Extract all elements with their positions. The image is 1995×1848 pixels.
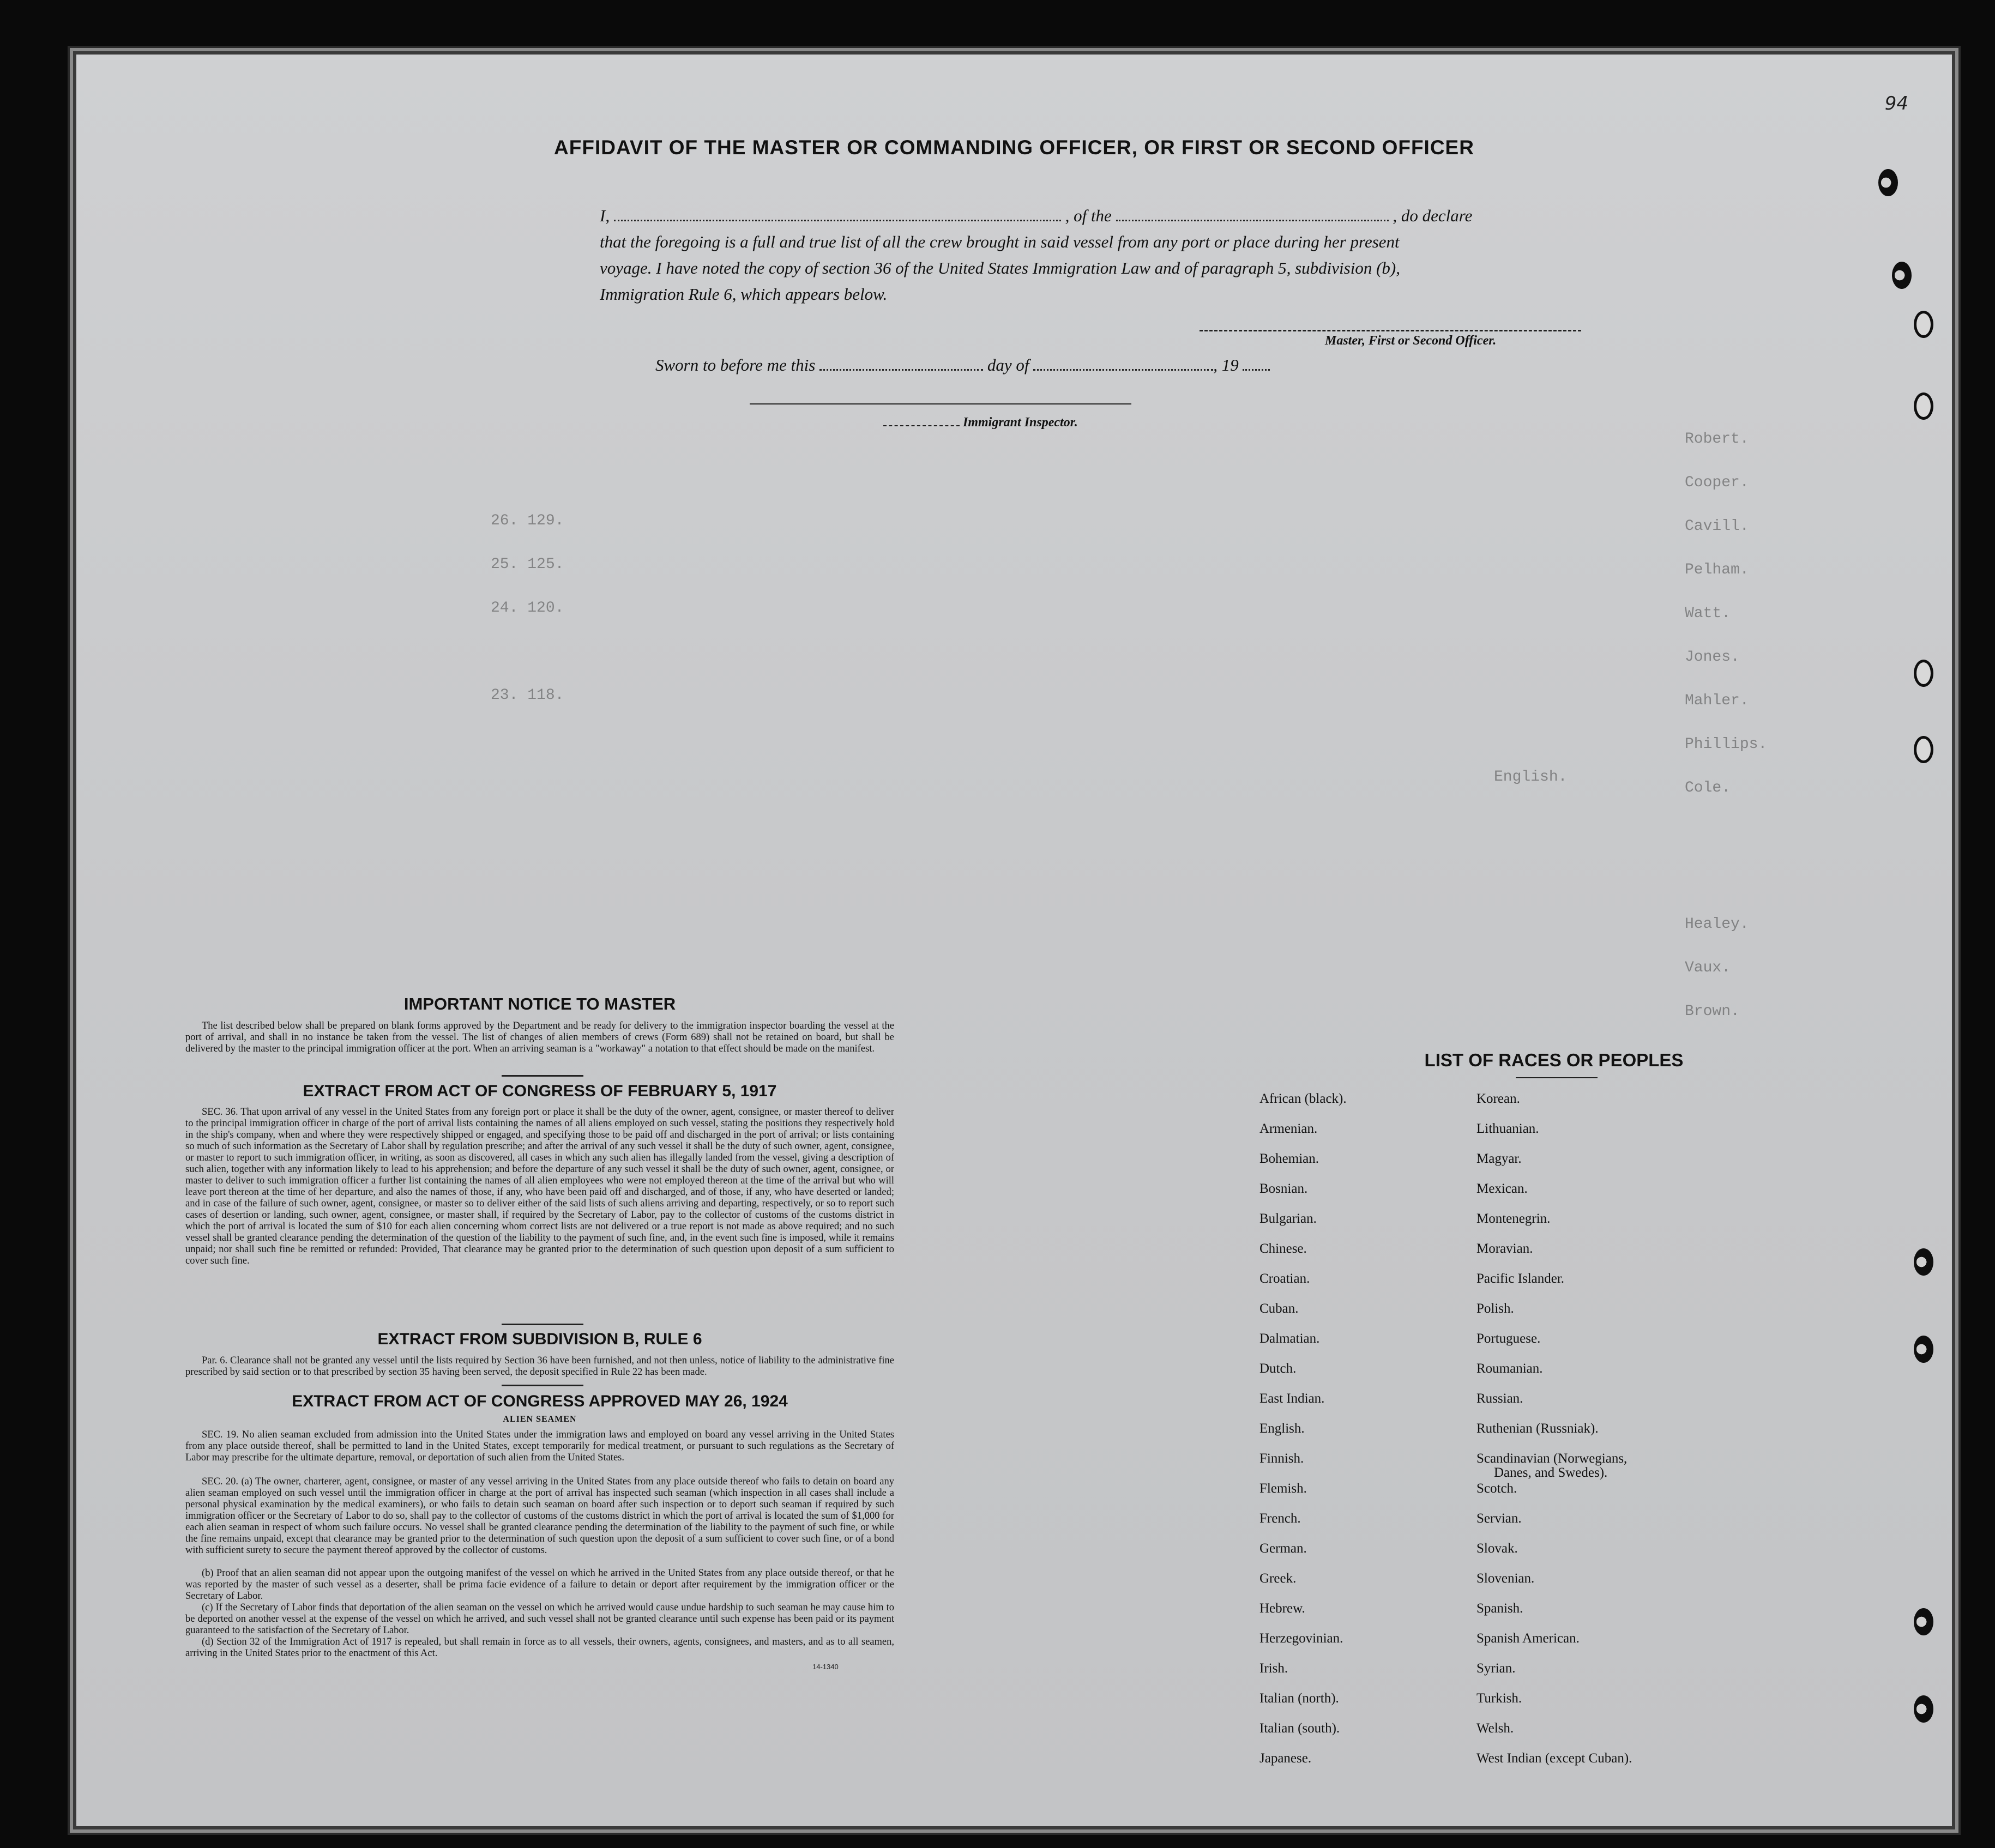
binder-hole xyxy=(1914,311,1933,338)
race-list-item: West Indian (except Cuban). xyxy=(1476,1751,1632,1766)
bleed-through-text: 26. 129. xyxy=(491,512,564,529)
bleed-through-text: 24. 120. xyxy=(491,600,564,617)
alien-seamen-subtitle: ALIEN SEAMEN xyxy=(503,1415,577,1424)
declaration-line-4: Immigration Rule 6, which appears below. xyxy=(600,285,888,304)
race-list-item: Danes, and Swedes). xyxy=(1494,1465,1608,1480)
race-list-item: Japanese. xyxy=(1259,1751,1312,1766)
inspector-signature-label xyxy=(883,415,1078,430)
binder-hole xyxy=(1878,169,1898,196)
binder-hole xyxy=(1914,1248,1933,1276)
race-list-item: Russian. xyxy=(1476,1391,1523,1406)
sec-20c-text: (c) If the Secretary of Labor finds that deportation of the alien seaman on the vessel on which he arrived would cause undue hardship to such seaman he may cause him to be deported on another vessel at the expense of the vessel on which he arrived, and such vessel shall not be granted clearance until such expense has been paid or its payment guaranteed to the satisfaction of the Secretary of Labor. xyxy=(185,1602,894,1636)
race-list-item: Irish. xyxy=(1259,1661,1288,1676)
bleed-through-text: Cavill. xyxy=(1685,518,1749,535)
sworn-day-label: day of xyxy=(987,355,1029,375)
race-list-item: Slovak. xyxy=(1476,1541,1518,1556)
binder-hole xyxy=(1914,1695,1933,1723)
declaration-line-2: that the foregoing is a full and true list of all the crew brought in said vessel from any port or place during her present xyxy=(600,232,1400,251)
bleed-through-text: Phillips. xyxy=(1685,736,1768,753)
subdivision-title: EXTRACT FROM SUBDIVISION B, RULE 6 xyxy=(377,1330,702,1348)
inspector-label-text: Immigrant Inspector. xyxy=(963,415,1078,430)
sworn-month-field[interactable] xyxy=(1033,369,1213,371)
sworn-label: Sworn to before me this xyxy=(655,355,816,375)
bleed-through-text: Cooper. xyxy=(1685,474,1749,491)
race-list-item: Chinese. xyxy=(1259,1241,1307,1256)
race-list-item: African (black). xyxy=(1259,1091,1347,1106)
binder-hole xyxy=(1914,1608,1933,1635)
section-divider xyxy=(502,1324,583,1325)
document-page xyxy=(76,55,1952,1826)
race-list-item: Servian. xyxy=(1476,1511,1522,1526)
form-code: 14-1340 xyxy=(812,1663,839,1671)
race-list-item: Dalmatian. xyxy=(1259,1331,1320,1346)
race-list-item: Mexican. xyxy=(1476,1181,1528,1196)
sec-20a-text: SEC. 20. (a) The owner, charterer, agent, consignee, or master of any vessel arriving in the United States from any place outside thereof who fails to detain on board any alien seaman employed on such vessel until the immigration officer in charge at the port of arrival has inspected such seaman (which inspection in all cases shall include a personal physical examination by the medical examiners), or who fails to detain such seaman on board after such inspection or to deport such seaman if required by such immigration officer or the Secretary of Labor to do so, shall pay to the collector of customs of the customs district in which the port of arrival is located the sum of $1,000 for each alien seaman in respect of whom such failure occurs. No vessel shall be granted clearance pending the determination of the liability to the payment of such fine, or while the fine remains unpaid, except that clearance may be granted prior to the determination of such question upon the deposit of a sum sufficient to cover such fine, or of a bond with sufficient surety to secure the payment thereof approved by the collector of customs. xyxy=(185,1476,894,1556)
race-list-item: Bosnian. xyxy=(1259,1181,1308,1196)
vessel-name-field[interactable] xyxy=(1116,220,1389,221)
race-list-item: Herzegovinian. xyxy=(1259,1631,1343,1646)
binder-hole xyxy=(1914,1336,1933,1363)
binder-hole xyxy=(1914,392,1933,420)
declaration-of-the-label: , of the xyxy=(1065,206,1112,225)
inspector-dash xyxy=(883,425,960,426)
sec-20b-text: (b) Proof that an alien seaman did not appear upon the outgoing manifest of the vessel on which he arrived in the United States from any place outside thereof, or that he was reported by the master of such vessel as a deserter, shall be prima facie evidence of a failure to detain or deport after requirement by the immigration officer or the Secretary of Labor. xyxy=(185,1568,894,1602)
binder-hole xyxy=(1914,660,1933,687)
bleed-through-text: Pelham. xyxy=(1685,561,1749,578)
extract-1917-title: EXTRACT FROM ACT OF CONGRESS OF FEBRUARY 5, 1917 xyxy=(303,1082,777,1100)
race-list-item: Pacific Islander. xyxy=(1476,1271,1565,1286)
race-list-item: Scotch. xyxy=(1476,1481,1517,1496)
sworn-year-field[interactable] xyxy=(1243,369,1270,371)
bleed-through-text: Brown. xyxy=(1685,1003,1740,1020)
race-list-item: Hebrew. xyxy=(1259,1601,1305,1616)
section-divider xyxy=(502,1075,583,1077)
bleed-through-text: Cole. xyxy=(1685,780,1731,796)
bleed-through-text: 23. 118. xyxy=(491,687,564,704)
race-list-item: East Indian. xyxy=(1259,1391,1325,1406)
notice-text: The list described below shall be prepared on blank forms approved by the Department and be ready for delivery to the immigration inspector boarding the vessel at the port of arrival, and shall in no instance be taken from the vessel. The list of changes of alien members of crews (Form 689) shall not be retained on board, but shall be delivered by the master to the principal immigration officer at the port. When an arriving seaman is a "workaway" a notation to that effect should be made on the manifest. xyxy=(185,1020,894,1054)
race-list-item: Finnish. xyxy=(1259,1451,1304,1466)
race-list-item: Italian (south). xyxy=(1259,1721,1340,1736)
bleed-through-text: English. xyxy=(1494,769,1568,786)
sworn-date-field[interactable] xyxy=(819,369,983,371)
binder-hole xyxy=(1892,262,1912,289)
race-list-item: Spanish American. xyxy=(1476,1631,1580,1646)
race-list-item: Roumanian. xyxy=(1476,1361,1543,1376)
race-list-item: German. xyxy=(1259,1541,1307,1556)
declaration-do-declare-label: , do declare xyxy=(1393,206,1473,225)
extract-1924-title: EXTRACT FROM ACT OF CONGRESS APPROVED MAY 26, 1924 xyxy=(292,1392,788,1410)
race-list-item: Korean. xyxy=(1476,1091,1520,1106)
race-list-item: Spanish. xyxy=(1476,1601,1523,1616)
race-list-item: Slovenian. xyxy=(1476,1571,1535,1586)
race-list-item: Magyar. xyxy=(1476,1151,1522,1166)
race-list-item: Croatian. xyxy=(1259,1271,1310,1286)
inspector-signature-field[interactable] xyxy=(750,403,1131,404)
bleed-through-text: 25. 125. xyxy=(491,556,564,573)
sec-19-text: SEC. 19. No alien seaman excluded from admission into the United States under the immigration laws and employed on board any vessel arriving in the United States from any place outside thereof, shall be permitted to land in the United States, except temporarily for medical treatment, or pursuant to such regulations as the Secretary of Labor may prescribe for the ultimate departure, removal, or deportation of such alien from the United States. xyxy=(185,1429,894,1463)
race-list-item: Cuban. xyxy=(1259,1301,1299,1316)
race-list-item: Portuguese. xyxy=(1476,1331,1541,1346)
race-list-item: Scandinavian (Norwegians, xyxy=(1476,1451,1628,1466)
bleed-through-text: Vaux. xyxy=(1685,959,1731,976)
section-divider xyxy=(502,1385,583,1386)
bleed-through-text: Jones. xyxy=(1685,649,1740,666)
race-list-item: Bulgarian. xyxy=(1259,1211,1317,1226)
race-list-item: Ruthenian (Russniak). xyxy=(1476,1421,1599,1436)
race-list-item: Dutch. xyxy=(1259,1361,1297,1376)
subdivision-text: Par. 6. Clearance shall not be granted any vessel until the lists required by Section 36 have been furnished, and not then unless, notice of liability to the administrative fine prescribed by said section or to that prescribed by section 35 having been served, the deposit specified in Rule 22 has been made. xyxy=(185,1355,894,1378)
extract-1917-text: SEC. 36. That upon arrival of any vessel in the United States from any foreign port or place it shall be the duty of the owner, agent, consignee, or master thereof to deliver to the principal immigration officer in charge of the port of arrival lists containing the names of all aliens employed on such vessel, stating the positions they respectively hold in the ship's company, when and where they were respectively shipped or engaged, and specifying those to be paid off and discharged in the port of arrival; or lists containing so much of such information as the Secretary of Labor shall by regulation prescribe; and after the arrival of any such vessel it shall be the duty of such owner, agent, consignee, or master to report to such immigration officer, in writing, as soon as discovered, all cases in which any such alien has illegally landed from the vessel, giving a description of such alien, together with any information likely to lead to his apprehension; and before the departure of any such vessel it shall be the duty of such owner, agent, consignee, or master to deliver to such immigration officer a further list containing the names of all alien employees who were not employed thereon at the time of the arrival but who will leave port thereon at the time of her departure, and also the names of those, if any, who have been paid off and discharged, and of those, if any, who have deserted or landed; and in case of the failure of such owner, agent, consignee, or master so to deliver either of the said lists of such aliens arriving and departing, respectively, or so to report such cases of desertion or landing, such owner, agent, consignee, or master shall, if required by the Secretary of Labor, pay to the collector of customs of the customs district in which the port of arrival is located the sum of $10 for each alien concerning whom correct lists are not delivered or a true report is not made as above required; and no such vessel shall be granted clearance pending the determination of the question of the liability to the payment of such fine, and, in the event such fine is imposed, while it remains unpaid; nor shall such fine be remitted or refunded: Provided, That clearance may be granted prior to the determination of such question upon deposit of a sum sufficient to cover such fine. xyxy=(185,1107,895,1266)
race-list-item: French. xyxy=(1259,1511,1301,1526)
race-list-item: Moravian. xyxy=(1476,1241,1533,1256)
sworn-line xyxy=(655,352,1419,378)
declaration-line-3: voyage. I have noted the copy of section 36 of the United States Immigration Law and of paragraph 5, subdivision (b), xyxy=(600,258,1400,277)
races-title: LIST OF RACES OR PEOPLES xyxy=(1424,1050,1684,1070)
sworn-year-label: , 19 xyxy=(1213,355,1239,375)
officer-name-field[interactable] xyxy=(614,220,1061,221)
declaration-line-1 xyxy=(600,203,1647,228)
binder-hole xyxy=(1914,736,1933,763)
race-list-item: Bohemian. xyxy=(1259,1151,1319,1166)
page-number: 94 xyxy=(1884,93,1908,114)
notice-title: IMPORTANT NOTICE TO MASTER xyxy=(403,994,676,1013)
race-list-item: Greek. xyxy=(1259,1571,1297,1586)
bleed-through-text: Healey. xyxy=(1685,916,1749,933)
bleed-through-text: Mahler. xyxy=(1685,692,1749,709)
race-list-item: English. xyxy=(1259,1421,1305,1436)
master-signature-field[interactable] xyxy=(1200,330,1581,331)
race-list-item: Syrian. xyxy=(1476,1661,1516,1676)
master-signature-label: Master, First or Second Officer. xyxy=(1325,334,1497,348)
sec-20d-text: (d) Section 32 of the Immigration Act of 1917 is repealed, but shall remain in force as to all vessels, their owners, agents, consignees, and masters, and as to all seamen, arriving in the United States prior to the enactment of this Act. xyxy=(185,1636,894,1659)
bleed-through-text: Robert. xyxy=(1685,431,1749,448)
race-list-item: Turkish. xyxy=(1476,1691,1522,1706)
declaration-i-label: I, xyxy=(600,206,610,225)
race-list-item: Welsh. xyxy=(1476,1721,1514,1736)
race-list-item: Polish. xyxy=(1476,1301,1514,1316)
race-list-item: Armenian. xyxy=(1259,1121,1318,1136)
affidavit-title: AFFIDAVIT OF THE MASTER OR COMMANDING OFFICER, OR FIRST OR SECOND OFFICER xyxy=(554,136,1474,159)
race-list-item: Italian (north). xyxy=(1259,1691,1339,1706)
races-divider xyxy=(1516,1077,1598,1078)
race-list-item: Flemish. xyxy=(1259,1481,1307,1496)
race-list-item: Lithuanian. xyxy=(1476,1121,1539,1136)
bleed-through-text: Watt. xyxy=(1685,605,1731,622)
race-list-item: Montenegrin. xyxy=(1476,1211,1551,1226)
